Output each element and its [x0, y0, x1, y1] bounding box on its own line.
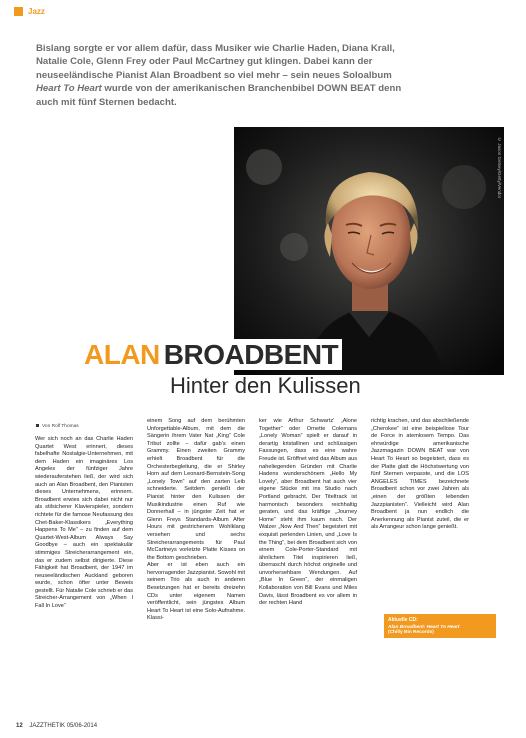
section-square-icon — [14, 7, 23, 16]
headline-subtitle: Hinter den Kulissen — [170, 373, 361, 398]
article-column-1: Wer sich noch an das Charlie Haden Quartet West erinnert, dieses fabelhafte Nostalgie-Unternehmen, mit dem Haden ein imaginäres Los Angeles der fünfziger Jahre wiederauferstehen ließ, der wird sich auch an Alan Broadbent, den Pianisten dieses Unternehmens, erinnern. Broadbent erwies sich dabei nicht nur als stilsicherer Klavierspieler, sondern richtete für die famose Neufassung des Chet-Baker-Klassikers „Everything Happens To Me“ – zu finden auf dem Quartet-West-Album Always Say Goodbye – auch ein spektakulär stimmiges Streicherarrangement ein, das er zudem selbst dirigierte. Diese Fähigkeit hat Broadbent, der 1947 im neuseeländischen Auckland geboren wurde, schon öfter unter Beweis gestellt. Für Natalie Cole schrieb er das Streicher-Arrangement von „When I Fall In Love“ — [35, 436, 133, 610]
intro-text-1: Bislang sorgte er vor allem dafür, dass Musiker wie Charlie Haden, Diana Krall, Natalie Cole, Glenn Frey oder Paul McCartney gut klingen. Dabei kann der neuseeländische Pianist Alan Broadbent so viel mehr – sein neues Soloalbum — [36, 43, 395, 81]
cd-box-heading: Aktuelle CD: — [388, 617, 418, 623]
section-label: Jazz — [28, 7, 45, 16]
intro-paragraph — [36, 42, 416, 109]
section-tag — [14, 7, 45, 16]
intro-text-2: wurde von der amerikanischen Branchenbibel DOWN BEAT denn auch mit fünf Sternen bedacht. — [36, 83, 402, 108]
headline-last-name: BROADBENT — [160, 339, 342, 370]
article-headline — [84, 340, 361, 400]
headline-first-name: ALAN — [84, 339, 160, 370]
byline-square-icon — [36, 424, 39, 427]
article-column-2: einem Song auf dem berühmten Unforgettable-Album, mit dem die Sängerin ihrem Vater Nat „King“ Cole Tribut zollte – dafür gab’s einen Grammy. Einen zweiten Grammy erhielt Broadbent für die Orchesterbegleitung, die er Shirley Horn auf dem Leonard-Bernstein-Song „Lonely Town“ auf den zarten Leib schneiderte. Seitdem genießt der Pianist hinter den Kulissen der Musikindustrie einen Ruf wie Donnerhall – in jüngster Zeit hat er Glenn Freys Standards-Album After Hours mit gestrichenem Wohlklang versehen und sechs Streicherarrangements für Paul McCartneys vorletzte Platte Kisses on the Bottom geschrieben. Aber er ist eben auch ein hervorragender Jazzpianist. Sowohl mit seinem Trio als auch in anderen Besetzungen hat er bereits dreizehn CDs unter eigenem Namen veröffentlicht, sein jüngstes Album Heart To Heart ist eine Solo-Aufnahme. Klassi- — [147, 418, 245, 622]
cd-box-label: (Chilly Bin Records) — [388, 630, 434, 635]
intro-album-title: Heart To Heart — [36, 83, 102, 95]
cd-box-album: Alan Broadbent: Heart To Heart — [388, 625, 460, 630]
portrait-photo — [234, 127, 504, 375]
magazine-issue: JAZZTHETIK 05/06-2014 — [29, 723, 98, 729]
page-footer — [16, 723, 97, 729]
page-number: 12 — [16, 723, 23, 729]
article-column-3: ker wie Arthur Schwartz’ „Alone Together“ oder Ornette Colemans „Lonely Woman“ spielt er darauf in derartig kristallinen und schlüssigen Fassungen, dass es eine wahre Freude ist. Eröffnet wird das Album aus naheliegenden Gründen mit Charlie Hadens wunderschönem „Hello My Lovely“, aber Broadbent hat auch vier eigene Stücke mit ins Studio nach Portland gebracht. Der Titeltrack ist harmonisch besonders reichhaltig geraten, und das kräftige „Journey Home“ steht ihm kaum nach. Der Walzer „Now And Then“ begeistert mit exquisit perlenden Linien, und „Love Is the Thing“, bei dem Broadbent sich von einem Cole-Porter-Standard mit ähnlichem Titel inspirieren ließ, überrascht durch höchst originelle und unvorhersehbare Wendungen. Auf „Blue In Green“, der einmaligen Kollaboration von Bill Evans und Miles Davis, lässt Broadbent es vor allem in der rechten Hand — [259, 418, 357, 607]
article-column-4: richtig krachen, und das abschließende „Cherokee“ ist eine beispiellose Tour de Force in atemlosem Tempo. Das ehrwürdige amerikanische Jazzmagazin DOWN BEAT war von Heart To Heart so begeistert, dass es der Platte glatt die Höchstwertung von fünf Sternen verpasste, und die LOS ANGELES TIMES bezeichnete Broadbent schon vor zwei Jahren als „einen der größten lebenden Jazzpianisten“. Vielleicht wird Alan Broadbent ja nun endlich die Anerkennung als Pianist zuteil, die er als Arrangeur schon lange genießt. — [371, 418, 469, 531]
byline-text: Von Rolf Thomas — [42, 424, 79, 429]
portrait-illustration — [234, 127, 504, 375]
byline — [36, 424, 79, 429]
photo-credit: © Jason Getsey/Getty/Vendor — [497, 137, 502, 199]
cd-info-box — [384, 614, 496, 638]
headline-name — [84, 340, 361, 370]
